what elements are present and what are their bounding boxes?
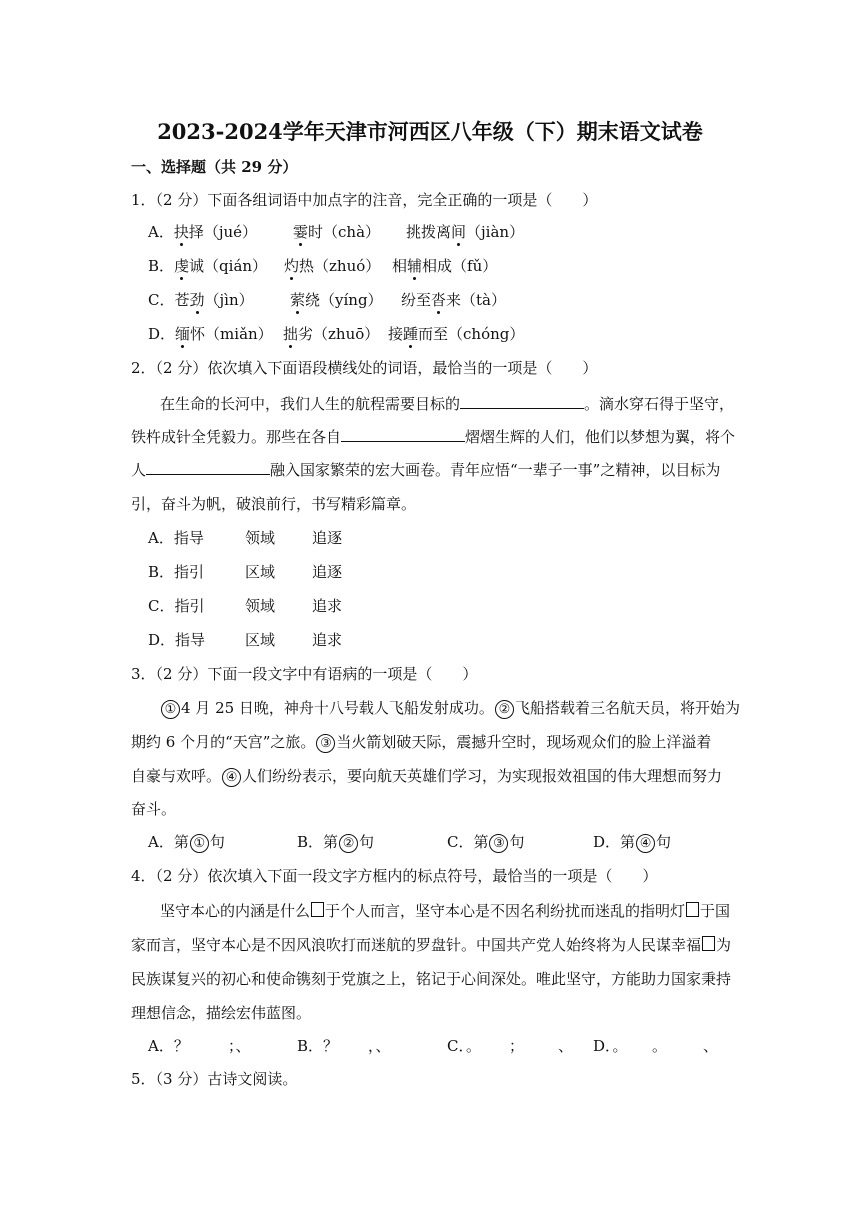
question-1-stem: 1．（2 分）下面各组词语中加点字的注音，完全正确的一项是（ ） — [131, 191, 598, 209]
passage-text: 自豪与欢呼。 — [131, 767, 222, 785]
option-text: 接 — [388, 325, 404, 343]
option-text: 劣（zhuō） — [298, 325, 380, 343]
option-letter: C． — [148, 291, 175, 309]
passage-text: 融入国家繁荣的宏大画卷。青年应悟“一辈子一事”之精神，以目标为 — [270, 461, 721, 479]
q2-option-a: A．指导 — [148, 529, 204, 547]
q1-option-a-word-3 — [406, 222, 524, 242]
passage-text: 在生命的长河中，我们人生的航程需要目标的 — [160, 395, 461, 413]
fill-blank-line — [341, 427, 465, 442]
q2-option-b-word-3: 追逐 — [312, 563, 343, 581]
question-4-stem: 4．（2 分）依次填入下面一段文字方框内的标点符号，最恰当的一项是（ ） — [131, 867, 658, 885]
q2-option-c: C．指引 — [148, 597, 205, 615]
q2-option-c-word-2: 领域 — [245, 597, 276, 615]
circled-number: ③ — [489, 834, 508, 853]
passage-text: 当火箭划破天际，震撼升空时，现场观众们的脸上洋溢着 — [336, 733, 712, 751]
dotted-char: 辅 — [407, 257, 423, 275]
circled-number: ② — [495, 700, 514, 719]
option-text: D．第 — [593, 833, 636, 851]
q2-option-d: D．指导 — [148, 631, 206, 649]
passage-text: 期约 6 个月的“天宫”之旅。 — [131, 733, 316, 751]
option-text: B．第 — [297, 833, 339, 851]
option-text: 句 — [509, 833, 525, 851]
q4-passage-line-2 — [131, 935, 731, 955]
q2-passage-line-1 — [160, 394, 734, 414]
option-text: 时（chà） — [308, 223, 381, 241]
q4-option-d: D．。 — [593, 1037, 628, 1055]
option-text: A．第 — [148, 833, 189, 851]
passage-text: 家而言，坚守本心是不因风浪吹打而迷航的罗盘针。中国共产党人始终将为人民谋幸福 — [131, 936, 702, 954]
q4-option-c-mark-2: ； — [509, 1037, 525, 1055]
q4-option-b-marks: ，、 — [368, 1037, 391, 1055]
circled-number: ④ — [222, 768, 241, 787]
q3-passage-line-3 — [131, 766, 722, 787]
dotted-char: 沓 — [431, 291, 447, 309]
dotted-char: 霎 — [293, 223, 309, 241]
question-3-stem: 3．（2 分）下面一段文字中有语病的一项是（ ） — [131, 665, 478, 683]
q1-option-b-word-2 — [284, 256, 380, 276]
circled-number: ③ — [316, 734, 335, 753]
q1-option-a — [148, 222, 257, 242]
q1-option-d-word-3 — [388, 324, 524, 344]
q4-option-a: A．？ — [148, 1037, 189, 1055]
punctuation-box — [686, 902, 699, 917]
q4-option-a-marks: ；、 — [228, 1037, 251, 1055]
option-text: 挑拨离 — [406, 223, 452, 241]
question-2-stem: 2．（2 分）依次填入下面语段横线处的词语，最恰当的一项是（ ） — [131, 359, 598, 377]
option-letter: A． — [148, 223, 174, 241]
passage-text: 。滴水穿石得于坚守， — [584, 395, 735, 413]
option-text: 绕（yíng） — [305, 291, 383, 309]
q3-option-b — [297, 832, 374, 853]
q2-option-c-word-3: 追求 — [312, 597, 343, 615]
q4-passage-line-4: 理想信念，描绘宏伟蓝图。 — [131, 1004, 312, 1022]
circled-number: ② — [339, 834, 358, 853]
option-text: 而至（chóng） — [418, 325, 525, 343]
dotted-char: 灼 — [284, 257, 300, 275]
fill-blank-line — [146, 460, 270, 475]
q3-passage-line-1 — [160, 698, 740, 719]
q1-option-d — [148, 324, 273, 344]
q2-option-a-word-2: 领域 — [245, 529, 276, 547]
passage-text: 坚守本心的内涵是什么 — [160, 902, 311, 920]
q1-option-b — [148, 256, 267, 276]
option-text: 诚（qián） — [189, 257, 268, 275]
option-text: 苍 — [174, 291, 190, 309]
option-text: 相成（fǔ） — [422, 257, 498, 275]
option-text: 来（tà） — [446, 291, 507, 309]
punctuation-box — [311, 902, 324, 917]
q3-option-c — [447, 832, 525, 853]
option-text: （jìn） — [204, 291, 254, 309]
q3-passage-line-2 — [131, 732, 711, 753]
dotted-char: 萦 — [290, 291, 306, 309]
question-5-stem: 5．（3 分）古诗文阅读。 — [131, 1070, 298, 1088]
dotted-char: 间 — [451, 223, 467, 241]
passage-text: 于个人而言，坚守本心是不因名利纷扰而迷乱的指明灯 — [325, 902, 686, 920]
q3-passage-line-4: 奋斗。 — [131, 800, 177, 818]
passage-text: 飞船搭载着三名航天员，将开始为 — [514, 699, 740, 717]
passage-text: 为 — [716, 936, 732, 954]
option-text: 句 — [209, 833, 225, 851]
q2-option-d-word-2: 区域 — [245, 631, 276, 649]
q4-passage-line-1 — [160, 901, 730, 921]
fill-blank-line — [460, 394, 584, 409]
option-text: 纷至 — [401, 291, 432, 309]
passage-text: 4 月 25 日晚，神舟十八号载人飞船发射成功。 — [181, 699, 494, 717]
dotted-char: 缅 — [175, 325, 191, 343]
option-text: 怀（miǎn） — [190, 325, 273, 343]
exam-title: 2023-2024学年天津市河西区八年级（下）期末语文试卷 — [157, 119, 703, 144]
dotted-char: 踵 — [403, 325, 419, 343]
q1-option-c — [148, 290, 254, 310]
q4-option-c: C．。 — [447, 1037, 481, 1055]
passage-text: 人们纷纷表示，要向航天英雄们学习，为实现报效祖国的伟大理想而努力 — [242, 767, 723, 785]
option-text: 相 — [392, 257, 408, 275]
section-heading: 一、选择题（共 29 分） — [131, 158, 298, 176]
q2-passage-line-3 — [131, 460, 720, 480]
q2-option-a-word-3: 追逐 — [312, 529, 343, 547]
q1-option-c-word-3 — [401, 290, 506, 310]
q4-option-b: B．？ — [297, 1037, 339, 1055]
dotted-char: 劲 — [189, 291, 205, 309]
dotted-char: 虔 — [174, 257, 190, 275]
dotted-char: 抉 — [173, 223, 189, 241]
q4-passage-line-3: 民族谋复兴的初心和使命镌刻于党旗之上，铭记于心间深处。唯此坚守，方能助力国家秉持 — [131, 970, 732, 988]
passage-text: 人 — [131, 461, 147, 479]
circled-number: ① — [190, 834, 209, 853]
circled-number: ① — [161, 700, 180, 719]
q1-option-a-word-2 — [293, 222, 380, 242]
option-text: 句 — [359, 833, 375, 851]
q2-option-b-word-2: 区域 — [245, 563, 276, 581]
passage-text: 熠熠生辉的人们，他们以梦想为翼，将个 — [465, 428, 736, 446]
q1-option-b-word-3 — [392, 256, 497, 276]
q2-option-b: B．指引 — [148, 563, 205, 581]
q3-option-d — [593, 832, 671, 853]
dotted-char: 拙 — [283, 325, 299, 343]
option-letter: D． — [148, 325, 176, 343]
option-text: 句 — [656, 833, 672, 851]
q2-option-d-word-3: 追求 — [312, 631, 343, 649]
option-text: 热（zhuó） — [299, 257, 381, 275]
option-text: C．第 — [447, 833, 489, 851]
circled-number: ④ — [636, 834, 655, 853]
punctuation-box — [702, 936, 715, 951]
q1-option-d-word-2 — [283, 324, 379, 344]
q1-option-c-word-2 — [290, 290, 383, 310]
option-text: 择（jué） — [188, 223, 258, 241]
q4-option-d-mark-2: 。 — [652, 1037, 668, 1055]
q4-option-d-mark-3: 、 — [703, 1037, 719, 1055]
passage-text: 于国 — [700, 902, 731, 920]
q4-option-c-mark-3: 、 — [558, 1037, 574, 1055]
option-text: （jiàn） — [466, 223, 525, 241]
passage-text: 铁杵成针全凭毅力。那些在各自 — [131, 428, 342, 446]
q2-passage-line-4: 引，奋斗为帆，破浪前行，书写精彩篇章。 — [131, 495, 417, 513]
option-letter: B． — [148, 257, 175, 275]
q3-option-a — [148, 832, 225, 853]
q2-passage-line-2 — [131, 427, 735, 447]
